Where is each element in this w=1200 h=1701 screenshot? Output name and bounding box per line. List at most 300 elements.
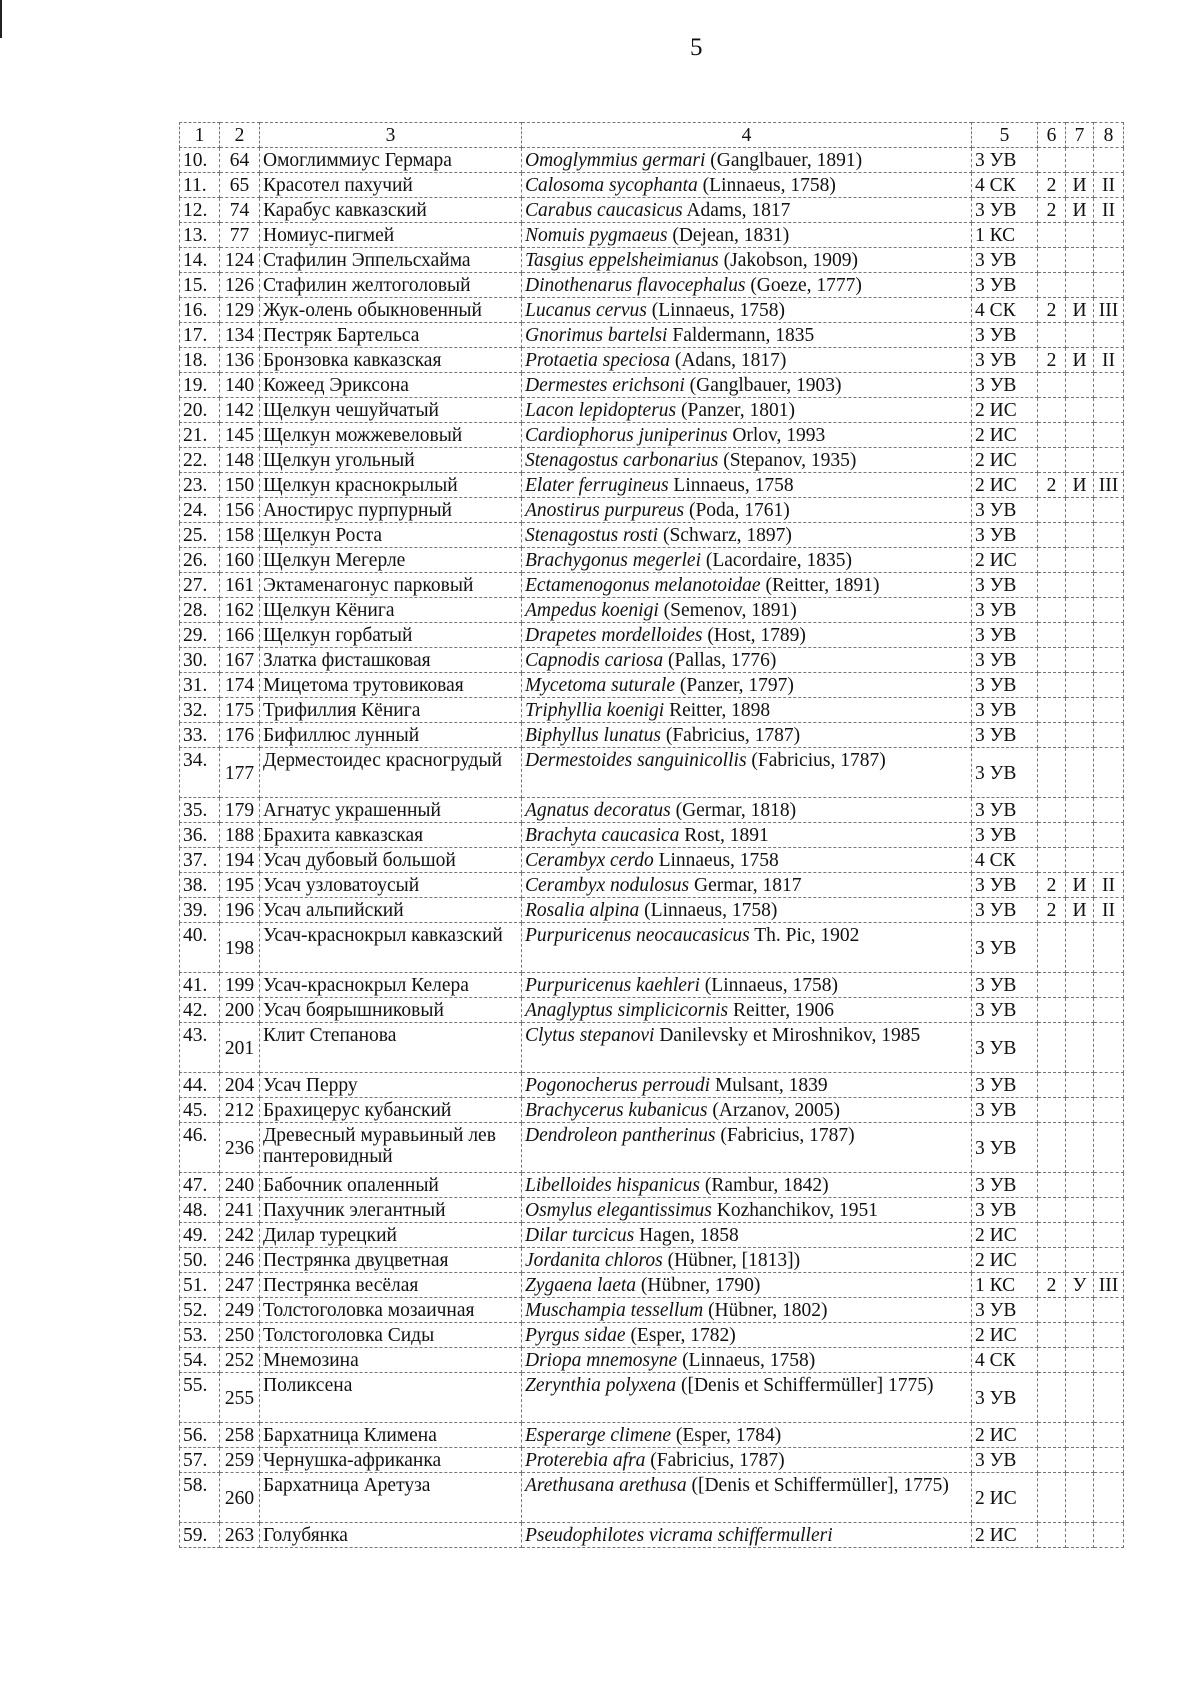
status-category-cell: 3 УВ <box>972 348 1038 373</box>
table-row <box>180 598 1124 623</box>
latin-binomial: Capnodis cariosa <box>525 650 664 671</box>
species-id-cell: 179 <box>220 798 260 823</box>
latin-binomial: Calosoma sycophanta <box>525 175 698 196</box>
column-7-cell <box>1066 798 1094 823</box>
latin-binomial: Brachycerus kubanicus <box>525 1100 708 1121</box>
row-number-cell: 46. <box>180 1123 220 1173</box>
row-number-cell: 33. <box>180 723 220 748</box>
species-id-cell: 194 <box>220 848 260 873</box>
column-8-cell <box>1094 498 1124 523</box>
author-citation: (Linnaeus, 1758) <box>646 300 785 321</box>
status-category-cell: 2 ИС <box>972 1323 1038 1348</box>
column-6-cell <box>1038 998 1066 1023</box>
row-number-cell: 40. <box>180 923 220 973</box>
author-citation: (Rambur, 1842) <box>699 1175 829 1196</box>
table-row <box>180 1123 1124 1173</box>
species-id-cell: 176 <box>220 723 260 748</box>
status-category-cell: 3 УВ <box>972 998 1038 1023</box>
column-8-cell <box>1094 748 1124 798</box>
table-row <box>180 1323 1124 1348</box>
latin-name-cell <box>522 1173 972 1198</box>
column-7-cell <box>1066 248 1094 273</box>
row-number-cell: 51. <box>180 1273 220 1298</box>
column-8-cell <box>1094 798 1124 823</box>
author-citation: Reitter, 1898 <box>664 700 771 721</box>
latin-binomial: Osmylus elegantissimus <box>525 1200 712 1221</box>
species-id-cell: 129 <box>220 298 260 323</box>
row-number-cell: 26. <box>180 548 220 573</box>
latin-name-cell <box>522 1073 972 1098</box>
species-id-cell: 124 <box>220 248 260 273</box>
column-7-cell <box>1066 1373 1094 1423</box>
russian-name-cell: Стафилин желтоголовый <box>260 273 522 298</box>
column-8-cell <box>1094 1323 1124 1348</box>
latin-name-cell <box>522 1248 972 1273</box>
table-row <box>180 1198 1124 1223</box>
table-row <box>180 573 1124 598</box>
russian-name-cell: Щелкун краснокрылый <box>260 473 522 498</box>
status-category-cell: 3 УВ <box>972 148 1038 173</box>
row-number-cell: 22. <box>180 448 220 473</box>
latin-binomial: Lacon lepidopterus <box>525 400 677 421</box>
species-id-cell: 241 <box>220 1198 260 1223</box>
species-table <box>179 122 1124 1548</box>
column-7-cell: И <box>1066 298 1094 323</box>
species-id-cell: 142 <box>220 398 260 423</box>
column-6-cell <box>1038 973 1066 998</box>
author-citation: (Ganglbauer, 1891) <box>705 150 863 171</box>
latin-name-cell <box>522 498 972 523</box>
status-category-cell: 3 УВ <box>972 673 1038 698</box>
row-number-cell: 39. <box>180 898 220 923</box>
russian-name-cell: Щелкун чешуйчатый <box>260 398 522 423</box>
author-citation: (Linnaeus, 1758) <box>699 975 839 996</box>
author-citation: (Arzanov, 2005) <box>707 1100 840 1121</box>
species-id-cell: 175 <box>220 698 260 723</box>
column-8-cell <box>1094 448 1124 473</box>
species-id-cell: 161 <box>220 573 260 598</box>
latin-binomial: Ampedus koenigi <box>525 600 659 621</box>
row-number-cell: 29. <box>180 623 220 648</box>
header-cell: 2 <box>220 123 260 148</box>
column-6-cell <box>1038 823 1066 848</box>
latin-binomial: Dermestoides sanguinicollis <box>525 750 747 771</box>
latin-binomial: Pogonocherus perroudi <box>525 1075 711 1096</box>
column-7-cell <box>1066 1198 1094 1223</box>
column-8-cell <box>1094 1173 1124 1198</box>
row-number-cell: 17. <box>180 323 220 348</box>
russian-name-cell: Щелкун Кёнига <box>260 598 522 623</box>
column-7-cell: И <box>1066 898 1094 923</box>
latin-name-cell <box>522 848 972 873</box>
column-6-cell <box>1038 598 1066 623</box>
table-row <box>180 1223 1124 1248</box>
column-8-cell <box>1094 1423 1124 1448</box>
species-id-cell: 252 <box>220 1348 260 1373</box>
species-id-cell: 236 <box>220 1123 260 1173</box>
table-row <box>180 1373 1124 1423</box>
table-row <box>180 748 1124 798</box>
latin-name-cell <box>522 273 972 298</box>
author-citation: (Semenov, 1891) <box>658 600 797 621</box>
status-category-cell: 3 УВ <box>972 1448 1038 1473</box>
author-citation: (Poda, 1761) <box>684 500 790 521</box>
row-number-cell: 49. <box>180 1223 220 1248</box>
author-citation: ([Denis et Schiffermüller], 1775) <box>686 1475 949 1496</box>
column-6-cell <box>1038 573 1066 598</box>
column-7-cell <box>1066 398 1094 423</box>
column-7-cell <box>1066 1473 1094 1523</box>
latin-name-cell <box>522 1523 972 1548</box>
column-7-cell <box>1066 1248 1094 1273</box>
species-id-cell: 174 <box>220 673 260 698</box>
row-number-cell: 43. <box>180 1023 220 1073</box>
species-id-cell: 260 <box>220 1473 260 1523</box>
author-citation: Germar, 1817 <box>689 875 802 896</box>
table-row <box>180 848 1124 873</box>
latin-binomial: Elater ferrugineus <box>525 475 669 496</box>
column-6-cell <box>1038 423 1066 448</box>
author-citation: (Dejean, 1831) <box>667 225 790 246</box>
column-6-cell <box>1038 1198 1066 1223</box>
column-7-cell <box>1066 373 1094 398</box>
column-8-cell <box>1094 848 1124 873</box>
latin-binomial: Brachygonus megerlei <box>525 550 701 571</box>
row-number-cell: 48. <box>180 1198 220 1223</box>
table-row <box>180 423 1124 448</box>
latin-binomial: Lucanus cervus <box>525 300 647 321</box>
species-id-cell: 240 <box>220 1173 260 1198</box>
header-cell: 5 <box>972 123 1038 148</box>
column-6-cell <box>1038 373 1066 398</box>
column-7-cell <box>1066 1073 1094 1098</box>
row-number-cell: 21. <box>180 423 220 448</box>
species-id-cell: 74 <box>220 198 260 223</box>
table-row <box>180 623 1124 648</box>
column-6-cell <box>1038 1423 1066 1448</box>
russian-name-cell: Карабус кавказский <box>260 198 522 223</box>
latin-binomial: Agnatus decoratus <box>525 800 671 821</box>
russian-name-cell: Щелкун можжевеловый <box>260 423 522 448</box>
russian-name-cell: Стафилин Эппельсхайма <box>260 248 522 273</box>
author-citation: (Goeze, 1777) <box>745 275 862 296</box>
table-row <box>180 648 1124 673</box>
column-7-cell: У <box>1066 1273 1094 1298</box>
latin-binomial: Cardiophorus juniperinus <box>525 425 728 446</box>
column-6-cell <box>1038 548 1066 573</box>
author-citation: (Fabricius, 1787) <box>746 750 886 771</box>
table-row <box>180 1448 1124 1473</box>
latin-binomial: Purpuricenus neocaucasicus <box>525 925 750 946</box>
column-7-cell <box>1066 648 1094 673</box>
species-id-cell: 177 <box>220 748 260 798</box>
row-number-cell: 27. <box>180 573 220 598</box>
column-8-cell: III <box>1094 1273 1124 1298</box>
column-8-cell <box>1094 273 1124 298</box>
scan-edge-mark <box>0 0 2 38</box>
row-number-cell: 37. <box>180 848 220 873</box>
row-number-cell: 35. <box>180 798 220 823</box>
russian-name-cell: Усач альпийский <box>260 898 522 923</box>
latin-binomial: Brachyta caucasica <box>525 825 680 846</box>
latin-binomial: Libelloides hispanicus <box>525 1175 700 1196</box>
author-citation: Th. Pic, 1902 <box>749 925 860 946</box>
author-citation: ([Denis et Schiffermüller] 1775) <box>676 1375 934 1396</box>
row-number-cell: 32. <box>180 698 220 723</box>
column-7-cell <box>1066 1448 1094 1473</box>
status-category-cell: 4 СК <box>972 1348 1038 1373</box>
russian-name-cell: Кожеед Эриксона <box>260 373 522 398</box>
author-citation: (Panzer, 1797) <box>675 675 794 696</box>
row-number-cell: 59. <box>180 1523 220 1548</box>
table-row <box>180 973 1124 998</box>
latin-name-cell <box>522 373 972 398</box>
column-7-cell <box>1066 923 1094 973</box>
latin-name-cell <box>522 198 972 223</box>
column-8-cell <box>1094 1448 1124 1473</box>
latin-name-cell <box>522 598 972 623</box>
table-row <box>180 398 1124 423</box>
column-7-cell <box>1066 1423 1094 1448</box>
status-category-cell: 3 УВ <box>972 1373 1038 1423</box>
column-7-cell <box>1066 698 1094 723</box>
column-8-cell <box>1094 1298 1124 1323</box>
table-row <box>180 1298 1124 1323</box>
species-id-cell: 212 <box>220 1098 260 1123</box>
author-citation: Rost, 1891 <box>679 825 769 846</box>
column-8-cell: II <box>1094 348 1124 373</box>
status-category-cell: 2 ИС <box>972 1423 1038 1448</box>
table-row <box>180 523 1124 548</box>
row-number-cell: 47. <box>180 1173 220 1198</box>
latin-name-cell <box>522 173 972 198</box>
russian-name-cell: Мицетома трутовиковая <box>260 673 522 698</box>
latin-binomial: Arethusana arethusa <box>525 1475 687 1496</box>
status-category-cell: 3 УВ <box>972 698 1038 723</box>
status-category-cell: 3 УВ <box>972 1198 1038 1223</box>
row-number-cell: 44. <box>180 1073 220 1098</box>
russian-name-cell: Усач узловатоусый <box>260 873 522 898</box>
species-id-cell: 158 <box>220 523 260 548</box>
column-6-cell: 2 <box>1038 473 1066 498</box>
column-7-cell <box>1066 1348 1094 1373</box>
row-number-cell: 14. <box>180 248 220 273</box>
latin-name-cell <box>522 423 972 448</box>
species-id-cell: 242 <box>220 1223 260 1248</box>
author-citation: Reitter, 1906 <box>728 1000 835 1021</box>
russian-name-cell: Бронзовка кавказская <box>260 348 522 373</box>
latin-binomial: Anaglyptus simplicicornis <box>525 1000 729 1021</box>
row-number-cell: 23. <box>180 473 220 498</box>
column-6-cell <box>1038 1223 1066 1248</box>
status-category-cell: 2 ИС <box>972 1223 1038 1248</box>
latin-binomial: Pseudophilotes vicrama schiffermulleri <box>525 1525 833 1546</box>
column-6-cell <box>1038 848 1066 873</box>
table-row <box>180 348 1124 373</box>
status-category-cell: 3 УВ <box>972 873 1038 898</box>
column-8-cell <box>1094 1348 1124 1373</box>
latin-name-cell <box>522 1373 972 1423</box>
species-id-cell: 188 <box>220 823 260 848</box>
author-citation: (Panzer, 1801) <box>676 400 796 421</box>
column-8-cell <box>1094 673 1124 698</box>
species-id-cell: 258 <box>220 1423 260 1448</box>
column-8-cell <box>1094 1073 1124 1098</box>
latin-binomial: Carabus caucasicus <box>525 200 683 221</box>
column-7-cell <box>1066 573 1094 598</box>
latin-name-cell <box>522 523 972 548</box>
column-8-cell <box>1094 423 1124 448</box>
column-7-cell <box>1066 823 1094 848</box>
russian-name-cell: Древесный муравьиный лев пантеровидный <box>260 1123 522 1173</box>
species-id-cell: 259 <box>220 1448 260 1473</box>
column-8-cell <box>1094 1198 1124 1223</box>
column-6-cell <box>1038 1098 1066 1123</box>
latin-binomial: Clytus stepanovi <box>525 1025 655 1046</box>
column-8-cell: III <box>1094 473 1124 498</box>
status-category-cell: 3 УВ <box>972 823 1038 848</box>
russian-name-cell: Усач-краснокрыл Келера <box>260 973 522 998</box>
species-id-cell: 136 <box>220 348 260 373</box>
column-8-cell <box>1094 523 1124 548</box>
column-6-cell <box>1038 923 1066 973</box>
column-8-cell <box>1094 1123 1124 1173</box>
row-number-cell: 56. <box>180 1423 220 1448</box>
latin-name-cell <box>522 1198 972 1223</box>
russian-name-cell: Клит Степанова <box>260 1023 522 1073</box>
table-row <box>180 923 1124 973</box>
russian-name-cell: Пестрянка весёлая <box>260 1273 522 1298</box>
author-citation: (Esper, 1784) <box>671 1425 782 1446</box>
column-7-cell <box>1066 273 1094 298</box>
author-citation: (Lacordaire, 1835) <box>701 550 853 571</box>
table-row <box>180 1073 1124 1098</box>
table-row <box>180 148 1124 173</box>
column-6-cell: 2 <box>1038 873 1066 898</box>
column-7-cell <box>1066 523 1094 548</box>
species-id-cell: 65 <box>220 173 260 198</box>
column-6-cell: 2 <box>1038 348 1066 373</box>
russian-name-cell: Эктаменагонус парковый <box>260 573 522 598</box>
status-category-cell: 3 УВ <box>972 598 1038 623</box>
table-row <box>180 1248 1124 1273</box>
author-citation: (Fabricius, 1787) <box>660 725 801 746</box>
latin-binomial: Stenagostus rosti <box>525 525 659 546</box>
column-8-cell <box>1094 1223 1124 1248</box>
latin-binomial: Zygaena laeta <box>525 1275 637 1296</box>
column-6-cell <box>1038 798 1066 823</box>
status-category-cell: 3 УВ <box>972 623 1038 648</box>
column-7-cell: И <box>1066 873 1094 898</box>
header-cell: 1 <box>180 123 220 148</box>
russian-name-cell: Усач-краснокрыл кавказский <box>260 923 522 973</box>
author-citation: Danilevsky et Miroshnikov, 1985 <box>654 1025 921 1046</box>
column-7-cell <box>1066 148 1094 173</box>
status-category-cell: 3 УВ <box>972 523 1038 548</box>
column-6-cell <box>1038 698 1066 723</box>
russian-name-cell: Толстоголовка Сиды <box>260 1323 522 1348</box>
header-cell: 8 <box>1094 123 1124 148</box>
species-id-cell: 249 <box>220 1298 260 1323</box>
column-7-cell <box>1066 623 1094 648</box>
status-category-cell: 3 УВ <box>972 248 1038 273</box>
status-category-cell: 3 УВ <box>972 1298 1038 1323</box>
latin-name-cell <box>522 823 972 848</box>
species-id-cell: 64 <box>220 148 260 173</box>
latin-name-cell <box>522 648 972 673</box>
row-number-cell: 52. <box>180 1298 220 1323</box>
column-8-cell <box>1094 1523 1124 1548</box>
table-row <box>180 198 1124 223</box>
latin-name-cell <box>522 223 972 248</box>
table-row <box>180 698 1124 723</box>
russian-name-cell: Щелкун угольный <box>260 448 522 473</box>
latin-name-cell <box>522 1273 972 1298</box>
latin-binomial: Pyrgus sidae <box>525 1325 626 1346</box>
russian-name-cell: Бархатница Климена <box>260 1423 522 1448</box>
column-7-cell <box>1066 1098 1094 1123</box>
row-number-cell: 54. <box>180 1348 220 1373</box>
species-id-cell: 166 <box>220 623 260 648</box>
column-6-cell <box>1038 523 1066 548</box>
species-id-cell: 201 <box>220 1023 260 1073</box>
column-7-cell <box>1066 598 1094 623</box>
column-6-cell <box>1038 623 1066 648</box>
column-8-cell <box>1094 998 1124 1023</box>
status-category-cell: 2 ИС <box>972 1523 1038 1548</box>
table-row <box>180 223 1124 248</box>
latin-name-cell <box>522 1123 972 1173</box>
latin-binomial: Dinothenarus flavocephalus <box>525 275 746 296</box>
latin-name-cell <box>522 1448 972 1473</box>
species-id-cell: 160 <box>220 548 260 573</box>
table-row <box>180 798 1124 823</box>
header-cell: 6 <box>1038 123 1066 148</box>
row-number-cell: 16. <box>180 298 220 323</box>
latin-name-cell <box>522 798 972 823</box>
latin-name-cell <box>522 1023 972 1073</box>
table-row <box>180 1023 1124 1073</box>
russian-name-cell: Щелкун Мегерле <box>260 548 522 573</box>
russian-name-cell: Чернушка-африканка <box>260 1448 522 1473</box>
russian-name-cell: Щелкун горбатый <box>260 623 522 648</box>
table-row <box>180 1423 1124 1448</box>
column-6-cell <box>1038 748 1066 798</box>
author-citation: Linnaeus, 1758 <box>668 475 794 496</box>
status-category-cell: 4 СК <box>972 298 1038 323</box>
species-id-cell: 204 <box>220 1073 260 1098</box>
latin-name-cell <box>522 473 972 498</box>
latin-name-cell <box>522 873 972 898</box>
latin-name-cell <box>522 348 972 373</box>
table-row <box>180 823 1124 848</box>
russian-name-cell: Номиус-пигмей <box>260 223 522 248</box>
russian-name-cell: Брахита кавказская <box>260 823 522 848</box>
column-6-cell <box>1038 398 1066 423</box>
table-row <box>180 723 1124 748</box>
column-8-cell: II <box>1094 198 1124 223</box>
latin-binomial: Nomuis pygmaeus <box>525 225 668 246</box>
species-id-cell: 196 <box>220 898 260 923</box>
row-number-cell: 12. <box>180 198 220 223</box>
latin-name-cell <box>522 248 972 273</box>
status-category-cell: 1 КС <box>972 1273 1038 1298</box>
latin-binomial: Dendroleon pantherinus <box>525 1125 716 1146</box>
latin-name-cell <box>522 1423 972 1448</box>
table-row <box>180 498 1124 523</box>
author-citation: Kozhanchikov, 1951 <box>711 1200 878 1221</box>
species-id-cell: 126 <box>220 273 260 298</box>
